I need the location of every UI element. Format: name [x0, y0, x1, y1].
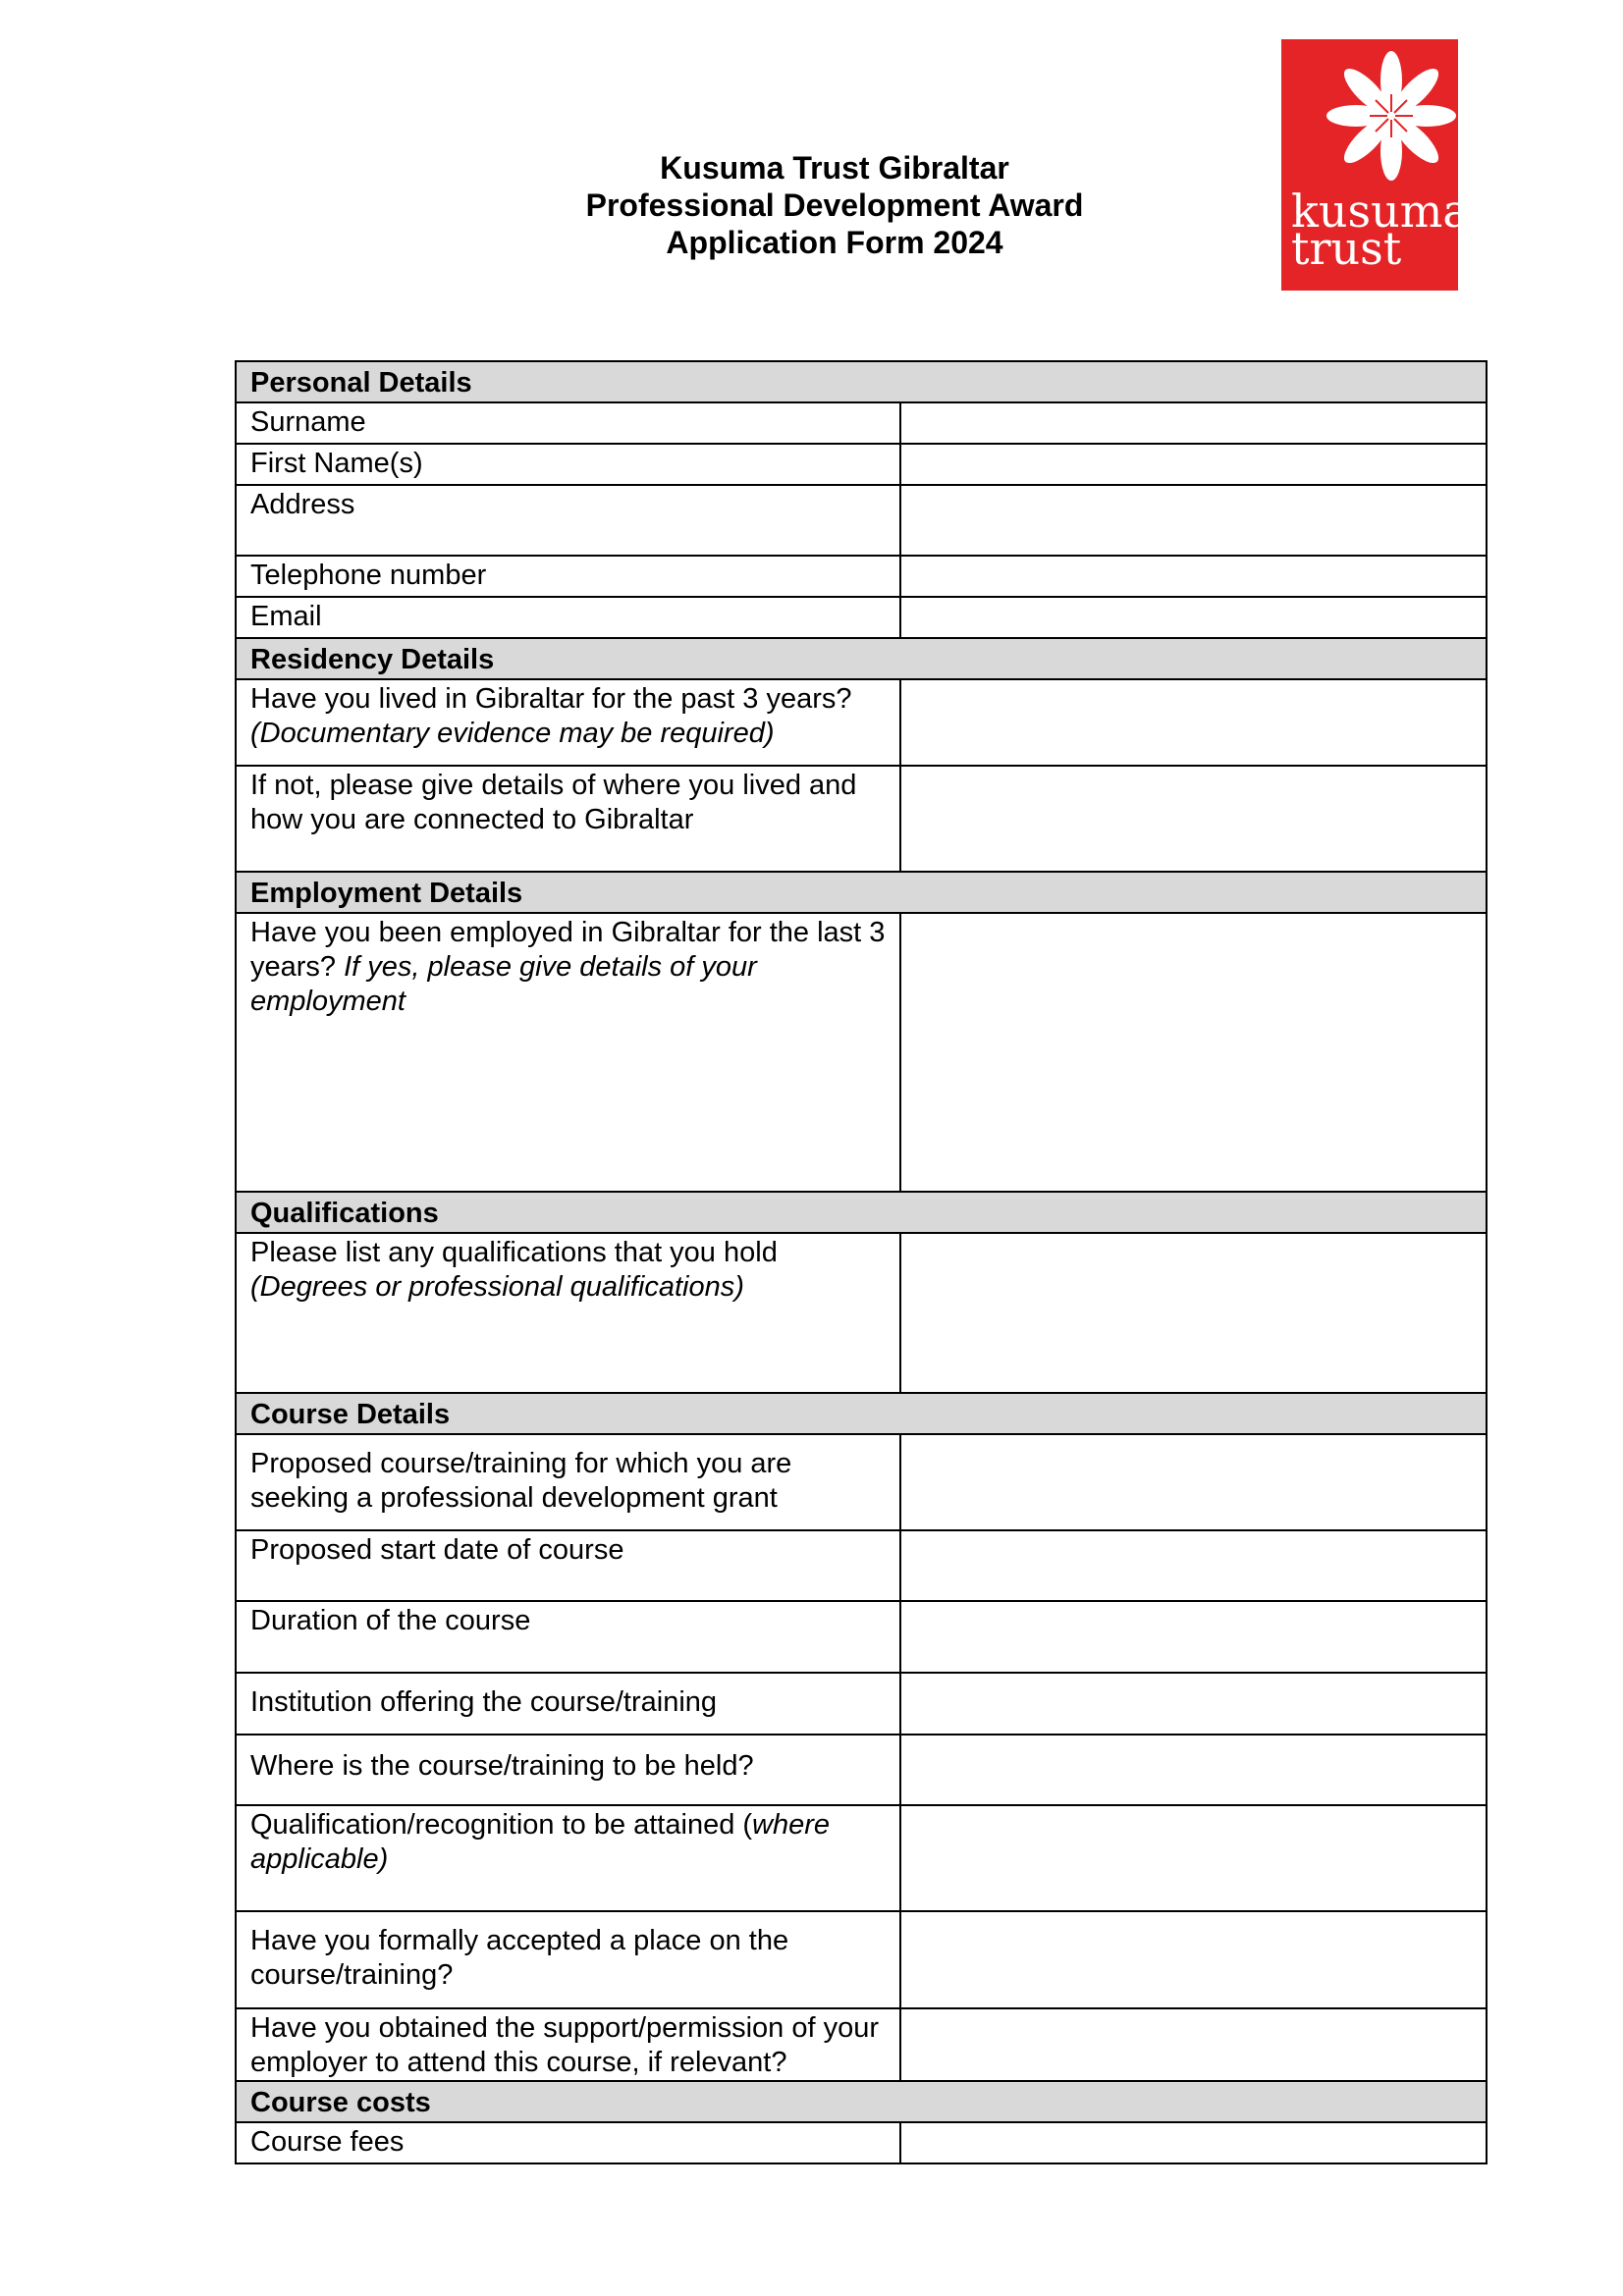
if-not-details-label: If not, please give details of where you lived and how you are connected to Gibraltar [236, 766, 900, 872]
table-row [236, 913, 1487, 1192]
proposed-course-label: Proposed course/training for which you are seeking a professional development grant [236, 1434, 900, 1530]
accepted-place-field[interactable] [900, 1911, 1487, 2008]
qualification-attained-note: where applicable) [250, 1809, 831, 1875]
if-not-details-field[interactable] [900, 766, 1487, 872]
form-title [442, 149, 1227, 261]
institution-field[interactable] [900, 1673, 1487, 1735]
course-fees-label: Course fees [236, 2122, 900, 2163]
lived-in-gibraltar-label [236, 679, 900, 766]
course-location-label: Where is the course/training to be held? [236, 1735, 900, 1805]
start-date-field[interactable] [900, 1530, 1487, 1601]
employer-permission-label: Have you obtained the support/permission of your employer to attend this course, if relevant? [236, 2008, 900, 2081]
section-title: Qualifications [236, 1192, 1487, 1233]
qualifications-note: (Degrees or professional qualifications) [250, 1271, 744, 1303]
section-title: Residency Details [236, 638, 1487, 679]
qualifications-label [236, 1233, 900, 1393]
lived-question: Have you lived in Gibraltar for the past 3 years? [250, 683, 852, 715]
table-row [236, 2122, 1487, 2163]
qualification-attained-label [236, 1805, 900, 1911]
table-row [236, 1911, 1487, 2008]
address-field[interactable] [900, 485, 1487, 556]
address-label: Address [236, 485, 900, 556]
section-title: Course Details [236, 1393, 1487, 1434]
first-names-label: First Name(s) [236, 444, 900, 485]
telephone-field[interactable] [900, 556, 1487, 597]
table-row [236, 444, 1487, 485]
qualification-attained-question: Qualification/recognition to be attained ( [250, 1809, 753, 1841]
surname-label: Surname [236, 402, 900, 444]
email-field[interactable] [900, 597, 1487, 638]
section-title: Course costs [236, 2081, 1487, 2122]
section-course-costs [236, 2081, 1487, 2122]
table-row [236, 485, 1487, 556]
qualifications-field[interactable] [900, 1233, 1487, 1393]
employer-permission-field[interactable] [900, 2008, 1487, 2081]
section-course-details [236, 1393, 1487, 1434]
proposed-course-field[interactable] [900, 1434, 1487, 1530]
surname-field[interactable] [900, 402, 1487, 444]
course-location-field[interactable] [900, 1735, 1487, 1805]
telephone-label: Telephone number [236, 556, 900, 597]
table-row [236, 1530, 1487, 1601]
table-row [236, 402, 1487, 444]
section-title: Personal Details [236, 361, 1487, 402]
duration-label: Duration of the course [236, 1601, 900, 1673]
table-row [236, 679, 1487, 766]
qualifications-question: Please list any qualifications that you hold [250, 1237, 778, 1268]
table-row [236, 1434, 1487, 1530]
title-line-3: Application Form 2024 [666, 225, 1003, 260]
employed-label [236, 913, 900, 1192]
employed-note: If yes, please give details of your employment [250, 951, 757, 1017]
table-row [236, 2008, 1487, 2081]
kusuma-trust-logo [1281, 39, 1470, 291]
email-label: Email [236, 597, 900, 638]
section-personal-details [236, 361, 1487, 402]
logo-line-1: kusuma [1291, 185, 1470, 238]
duration-field[interactable] [900, 1601, 1487, 1673]
lived-note: (Documentary evidence may be required) [250, 718, 775, 749]
institution-label: Institution offering the course/training [236, 1673, 900, 1735]
section-qualifications [236, 1192, 1487, 1233]
title-line-2: Professional Development Award [585, 187, 1084, 223]
qualification-attained-field[interactable] [900, 1805, 1487, 1911]
section-employment-details [236, 872, 1487, 913]
section-residency-details [236, 638, 1487, 679]
flower-icon [1281, 39, 1458, 187]
table-row [236, 1673, 1487, 1735]
employment-field[interactable] [900, 913, 1487, 1192]
first-names-field[interactable] [900, 444, 1487, 485]
start-date-label: Proposed start date of course [236, 1530, 900, 1601]
table-row [236, 1601, 1487, 1673]
table-row [236, 1735, 1487, 1805]
logo-wordmark [1291, 185, 1470, 275]
course-fees-field[interactable] [900, 2122, 1487, 2163]
accepted-place-label: Have you formally accepted a place on the course/training? [236, 1911, 900, 2008]
title-line-1: Kusuma Trust Gibraltar [660, 150, 1009, 186]
application-form-table [235, 360, 1488, 2164]
section-title: Employment Details [236, 872, 1487, 913]
employed-question: Have you been employed in Gibraltar for the last 3 years? [250, 917, 886, 983]
table-row [236, 1233, 1487, 1393]
table-row [236, 1805, 1487, 1911]
table-row [236, 597, 1487, 638]
table-row [236, 556, 1487, 597]
table-row [236, 766, 1487, 872]
lived-in-gibraltar-field[interactable] [900, 679, 1487, 766]
logo-line-2: trust [1291, 222, 1402, 275]
